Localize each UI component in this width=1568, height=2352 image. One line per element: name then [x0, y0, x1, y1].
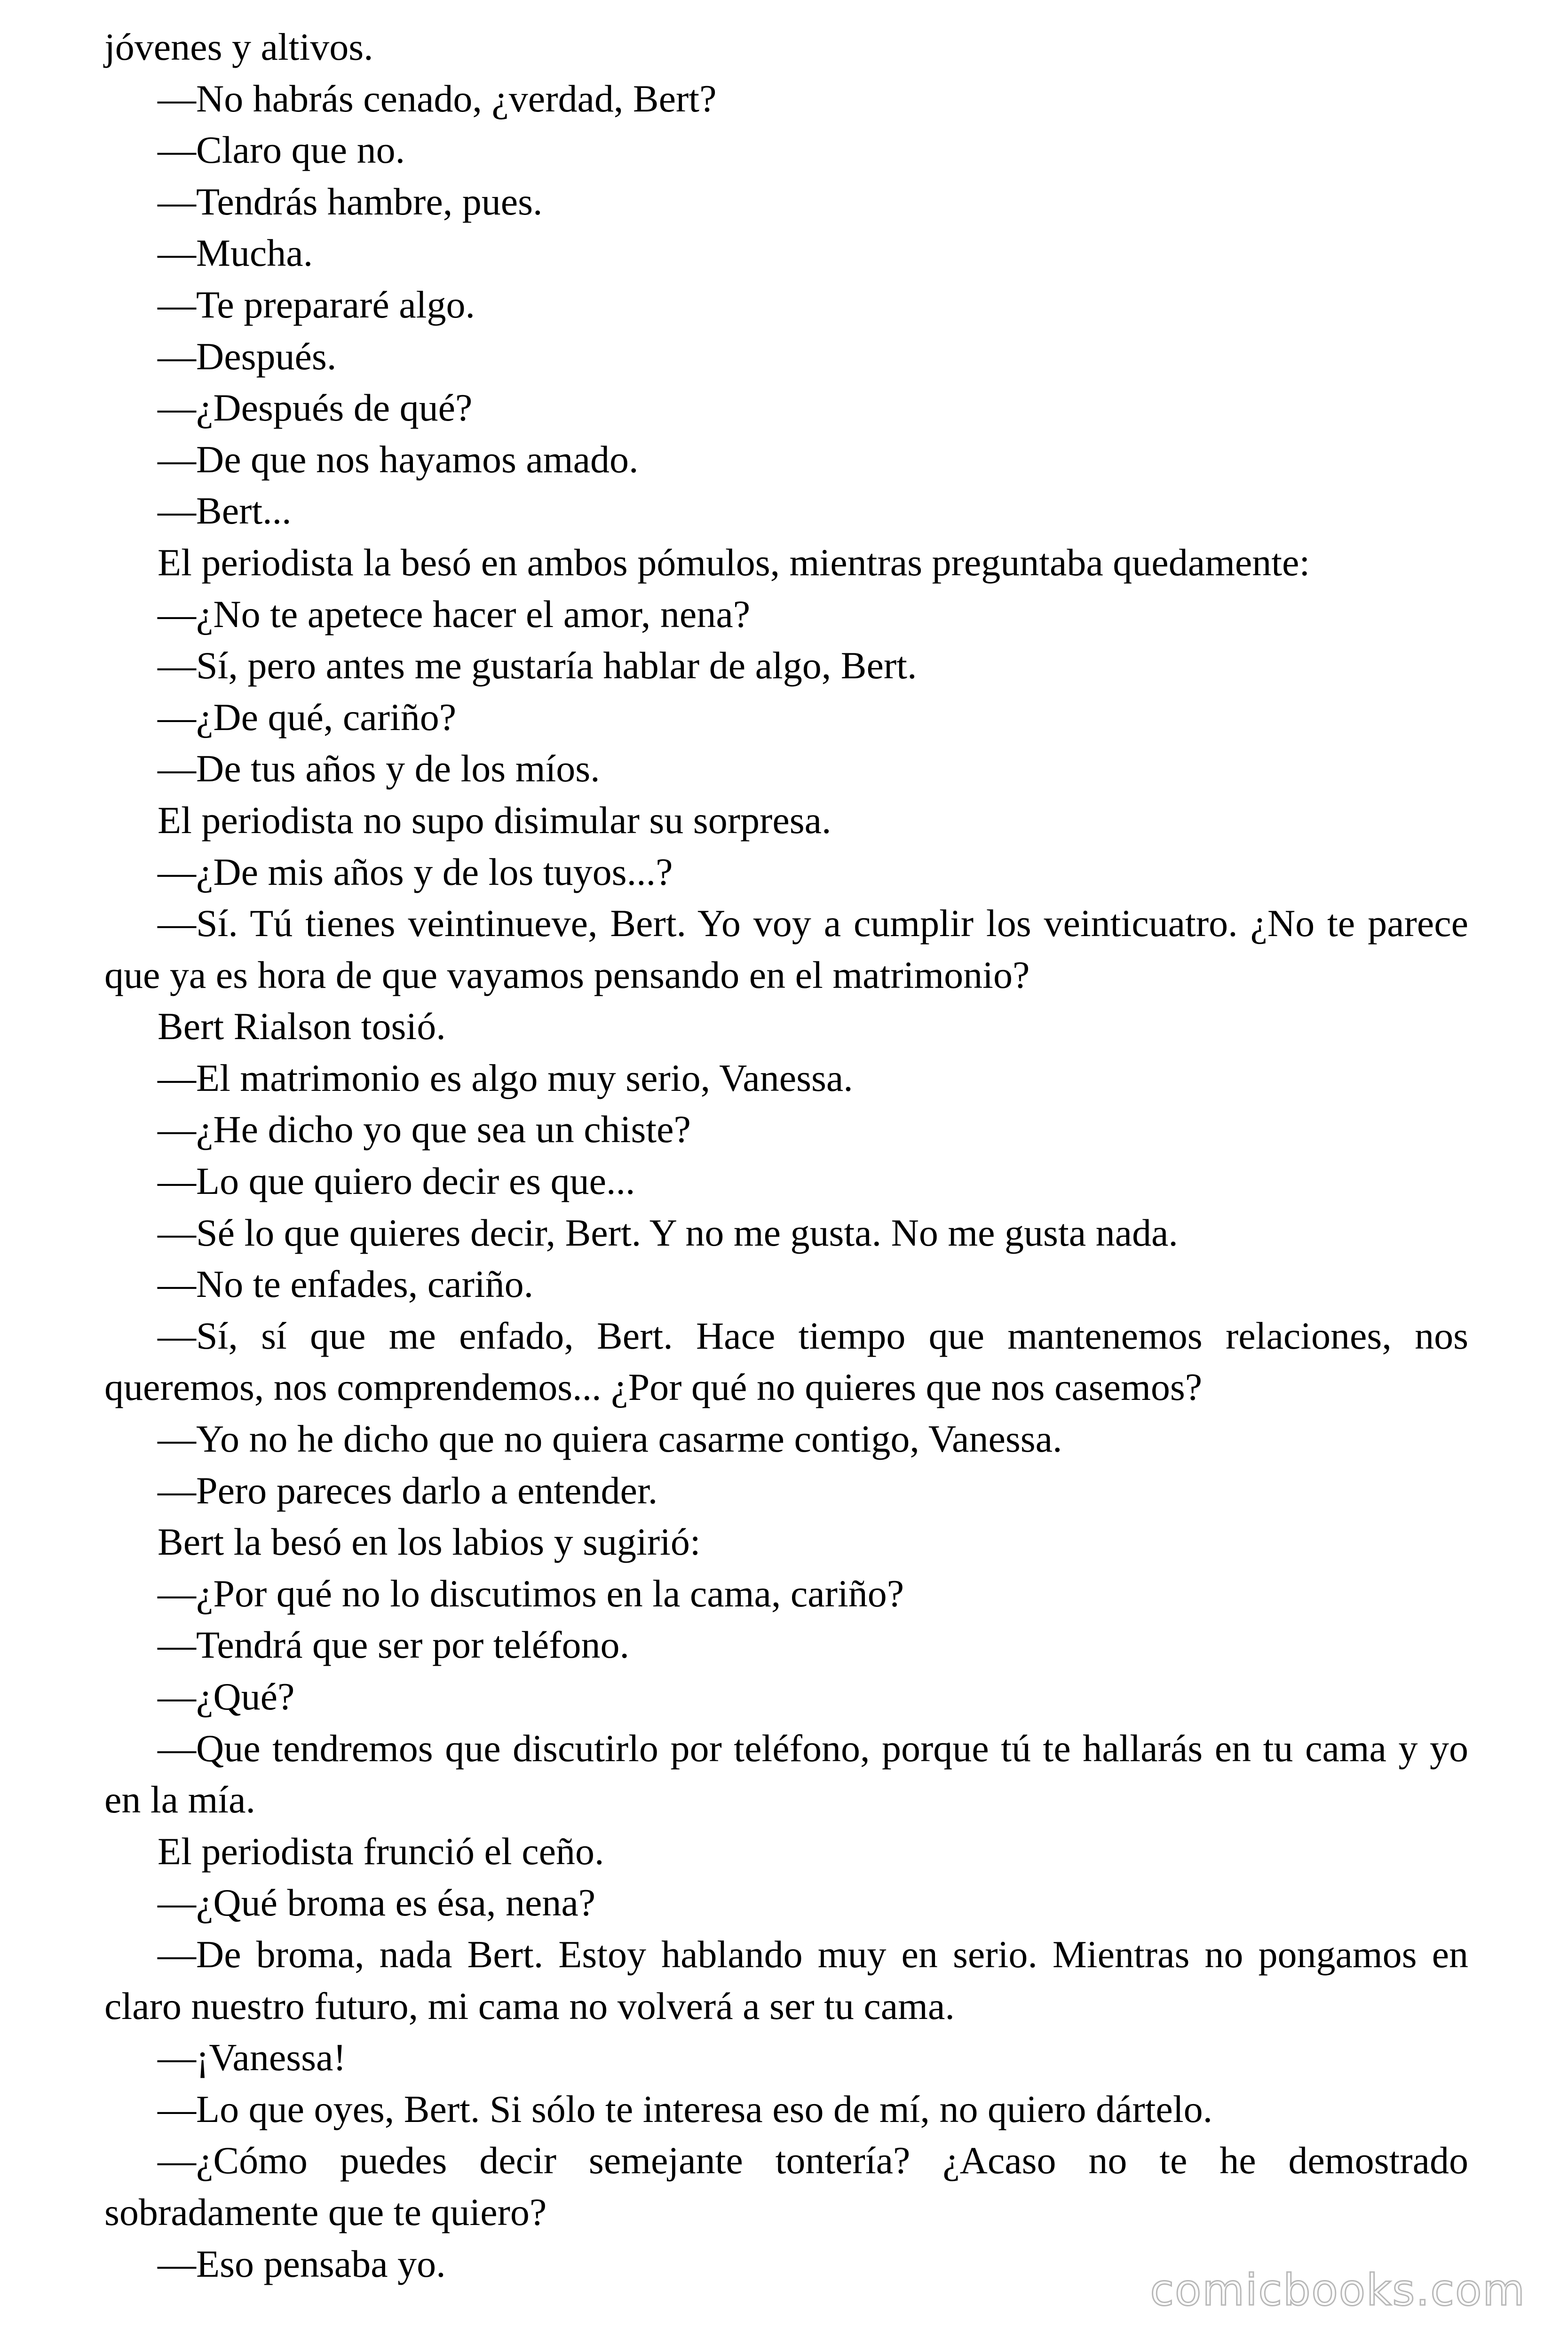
paragraph: —Lo que quiero decir es que...	[158, 1160, 635, 1203]
paragraph: —Eso pensaba yo.	[158, 2242, 446, 2285]
paragraph: —Lo que oyes, Bert. Si sólo te interesa eso de mí, no quiero dártelo.	[158, 2087, 1213, 2130]
paragraph: —¿De mis años y de los tuyos...?	[158, 850, 673, 893]
paragraph: —No te enfades, cariño.	[158, 1263, 534, 1306]
paragraph: —Tendrás hambre, pues.	[158, 180, 543, 223]
paragraph: —¿Qué broma es ésa, nena?	[158, 1881, 596, 1924]
paragraph: —¿Qué?	[158, 1675, 295, 1718]
paragraph: Bert la besó en los labios y sugirió:	[158, 1520, 701, 1564]
paragraph: —Que tendremos que discutirlo por teléfono, porque tú te hallarás en tu cama y yo en la mía.	[104, 1726, 1468, 1821]
paragraph: —Sí, sí que me enfado, Bert. Hace tiempo que mantenemos relaciones, nos queremos, nos comprendemos... ¿Por qué no quieres que nos casemos?	[104, 1314, 1468, 1409]
paragraph: —Sé lo que quieres decir, Bert. Y no me gusta. No me gusta nada.	[158, 1211, 1178, 1254]
paragraph: El periodista la besó en ambos pómulos, mientras preguntaba quedamente:	[158, 540, 1310, 584]
paragraph: —Bert...	[158, 489, 292, 532]
paragraph: —¿Por qué no lo discutimos en la cama, cariño?	[158, 1572, 904, 1615]
paragraph: —Mucha.	[158, 231, 313, 275]
paragraph: —Pero pareces darlo a entender.	[158, 1469, 658, 1512]
paragraph: —¿De qué, cariño?	[158, 695, 457, 739]
paragraph: —¿He dicho yo que sea un chiste?	[158, 1108, 691, 1151]
paragraph: —Después.	[158, 334, 337, 378]
paragraph: —¿No te apetece hacer el amor, nena?	[158, 592, 751, 636]
watermark: comicbooks.com	[1150, 2265, 1526, 2315]
paragraph: —Tendrá que ser por teléfono.	[158, 1623, 629, 1667]
paragraph: —Te prepararé algo.	[158, 283, 475, 326]
paragraph: El periodista no supo disimular su sorpresa.	[158, 798, 832, 842]
paragraph: —De tus años y de los míos.	[158, 747, 600, 790]
paragraph: —De broma, nada Bert. Estoy hablando muy en serio. Mientras no pongamos en claro nuestro futuro, mi cama no volverá a ser tu cama.	[104, 1932, 1468, 2027]
paragraph: —¿Cómo puedes decir semejante tontería? ¿Acaso no te he demostrado sobradamente que te quiero?	[104, 2139, 1468, 2233]
paragraph: —No habrás cenado, ¿verdad, Bert?	[158, 77, 717, 120]
paragraph: —Sí. Tú tienes veintinueve, Bert. Yo voy a cumplir los veinticuatro. ¿No te parece que ya es hora de que vayamos pensando en el matrimonio?	[104, 902, 1468, 996]
paragraph: —Sí, pero antes me gustaría hablar de algo, Bert.	[158, 644, 917, 687]
paragraph: —De que nos hayamos amado.	[158, 437, 639, 481]
book-page-text	[104, 21, 1468, 2289]
paragraph: —Claro que no.	[158, 128, 405, 172]
paragraph: —Yo no he dicho que no quiera casarme contigo, Vanessa.	[158, 1417, 1062, 1461]
paragraph: jóvenes y altivos.	[104, 25, 373, 68]
paragraph: —¿Después de qué?	[158, 386, 473, 429]
paragraph: —¡Vanessa!	[158, 2036, 346, 2079]
paragraph: El periodista frunció el ceño.	[158, 1829, 604, 1873]
paragraph: —El matrimonio es algo muy serio, Vanessa.	[158, 1056, 853, 1099]
paragraph: Bert Rialson tosió.	[158, 1005, 446, 1048]
